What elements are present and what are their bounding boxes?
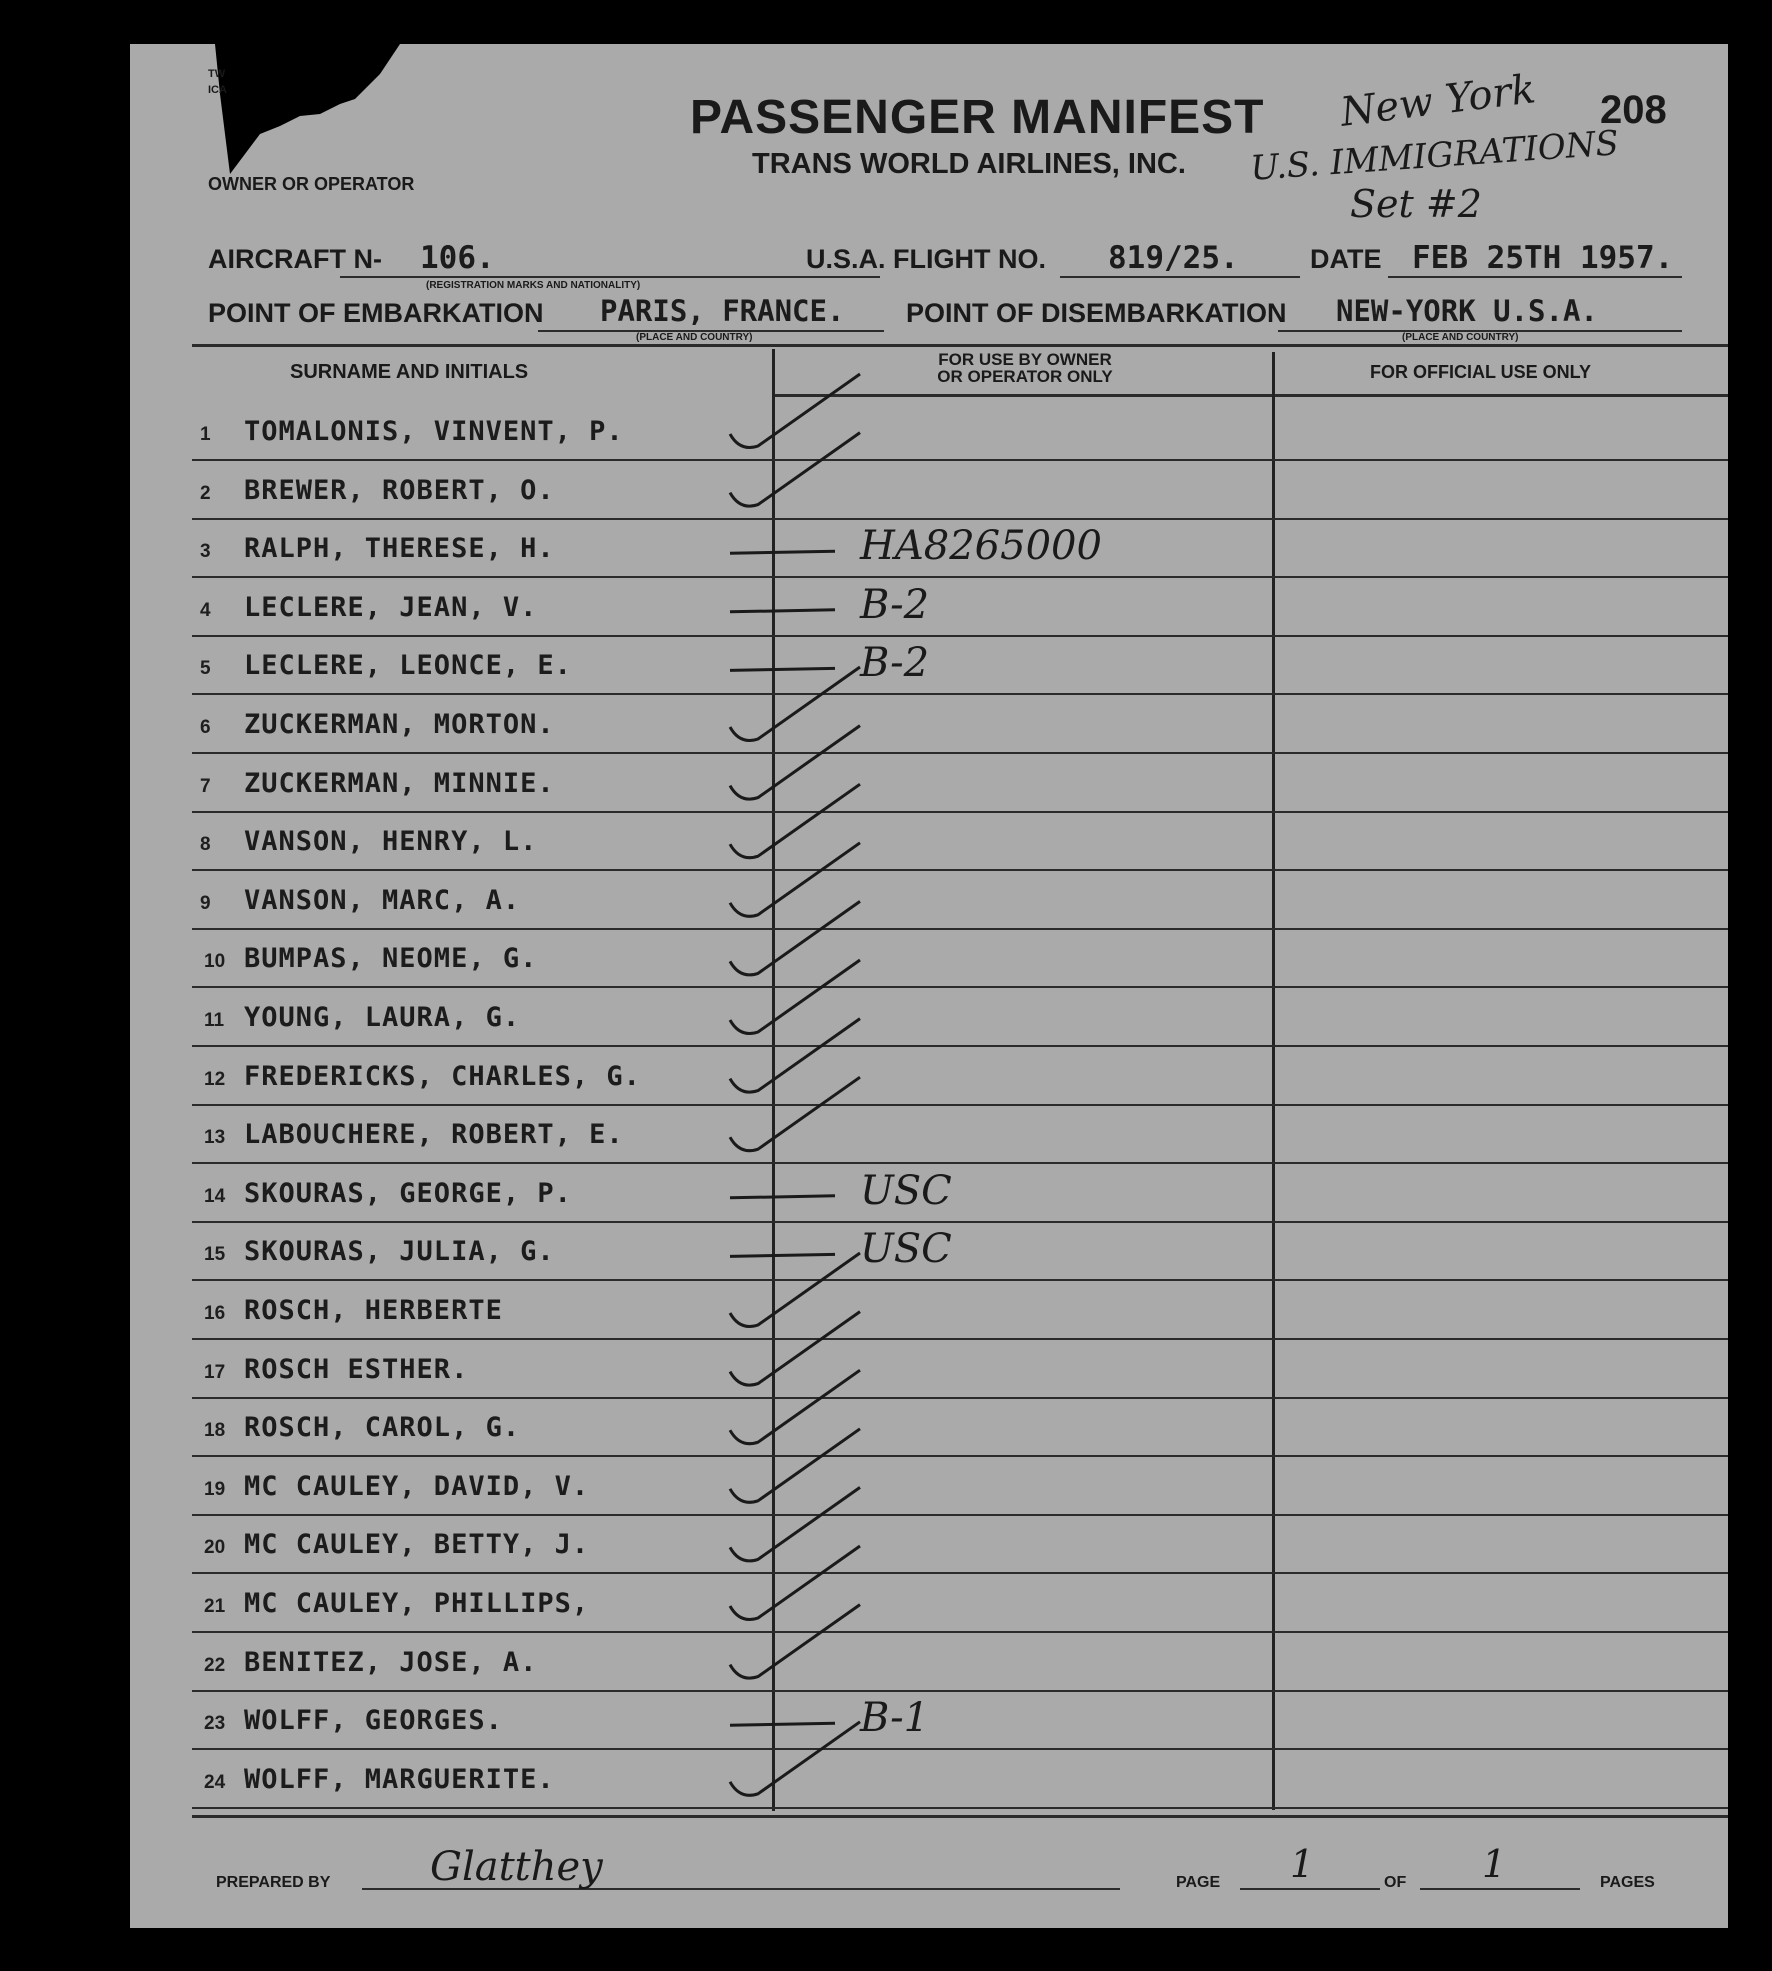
checkmark-stroke [730,726,860,800]
annotation-dash [730,1723,835,1725]
passenger-name: BREWER, ROBERT, O. [244,474,555,506]
passenger-number: 16 [204,1303,226,1324]
passenger-name: ROSCH, CAROL, G. [244,1412,521,1444]
passenger-number: 10 [204,951,226,973]
page-stamp-number: 208 [1600,88,1667,132]
passenger-number: 8 [200,834,211,856]
checkmark-stroke [730,1487,860,1561]
passenger-name: LECLERE, LEONCE, E. [244,650,572,682]
date-value: FEB 25TH 1957. [1412,240,1674,276]
corner-text-2: ICA [208,84,227,96]
checkmark-stroke [730,901,860,975]
passenger-number: 15 [204,1244,226,1266]
checkmark-stroke [730,1722,860,1796]
checkmark-stroke [730,960,860,1034]
handwritten-city: New York [1337,66,1539,136]
airline-name: TRANS WORLD AIRLINES, INC. [752,148,1186,180]
passenger-name: ZUCKERMAN, MORTON. [244,709,555,740]
date-label: DATE [1310,244,1382,274]
checkmark-stroke [730,1605,860,1679]
aircraft-value: 106. [420,240,495,276]
operator-annotation: B-1 [860,1695,930,1742]
prepared-by-label: PREPARED BY [216,1874,331,1891]
checkmark-strokes [130,44,1728,1928]
passenger-number: 4 [200,599,211,621]
passenger-number: 18 [204,1420,226,1442]
flight-value: 819/25. [1108,240,1239,276]
checkmark-stroke [730,784,860,858]
manifest-document [130,44,1728,1928]
passenger-number: 21 [204,1596,226,1617]
annotation-dash [730,551,835,553]
passenger-name: SKOURAS, GEORGE, P. [244,1177,572,1209]
handwritten-immigration: U.S. IMMIGRATIONS [1249,123,1620,189]
passenger-number: 13 [204,1127,226,1149]
passenger-number: 3 [200,541,211,563]
passenger-name: ROSCH ESTHER. [244,1353,469,1385]
passenger-number: 12 [204,1068,226,1090]
passenger-name: VANSON, HENRY, L. [244,826,538,858]
checkmark-stroke [730,843,860,917]
passenger-number: 5 [200,658,211,680]
aircraft-sublabel: (REGISTRATION MARKS AND NATIONALITY) [426,280,641,291]
passenger-name: MC CAULEY, PHILLIPS, [244,1588,590,1619]
preparer-signature: Glatthey [430,1844,603,1890]
operator-annotation: B-2 [860,640,930,687]
passenger-name: MC CAULEY, BETTY, J. [244,1529,590,1561]
operator-annotation: B-2 [860,581,930,628]
of-value: 1 [1482,1842,1507,1886]
column-header-official-use: FOR OFFICIAL USE ONLY [1370,362,1592,382]
corner-text-1: TW [208,68,226,80]
disembarkation-value: NEW-YORK U.S.A. [1336,294,1598,328]
passenger-name: LABOUCHERE, ROBERT, E. [244,1119,624,1151]
checkmark-stroke [730,1077,860,1151]
passenger-name: YOUNG, LAURA, G. [244,1002,521,1033]
of-label: OF [1384,1874,1407,1891]
annotation-dash [730,610,835,612]
passenger-name: SKOURAS, JULIA, G. [244,1236,555,1268]
passenger-name: LECLERE, JEAN, V. [244,591,538,623]
passenger-name: ROSCH, HERBERTE [244,1295,503,1326]
passenger-number: 11 [204,1010,225,1031]
column-header-owner-use: FOR USE BY OWNER OR OPERATOR ONLY [937,350,1113,386]
passenger-name: WOLFF, GEORGES. [244,1705,503,1737]
passenger-name: TOMALONIS, VINVENT, P. [244,416,624,447]
document-title: PASSENGER MANIFEST [690,91,1265,144]
aircraft-label: AIRCRAFT N- [208,244,382,274]
checkmark-stroke [730,433,860,507]
embarkation-label: POINT OF EMBARKATION [208,298,544,328]
checkmark-stroke [730,667,860,741]
checkmark-stroke [730,1370,860,1444]
passenger-name: VANSON, MARC, A. [244,884,521,916]
passenger-number: 23 [204,1713,226,1735]
passenger-number: 22 [204,1654,226,1676]
page-value: 1 [1290,1842,1315,1886]
passenger-number: 9 [200,892,211,914]
passenger-name: BENITEZ, JOSE, A. [244,1646,538,1678]
flight-label: U.S.A. FLIGHT NO. [806,244,1046,274]
disembarkation-label: POINT OF DISEMBARKATION [906,298,1287,328]
passenger-name: RALPH, THERESE, H. [244,533,555,565]
annotation-dash [730,1196,835,1198]
checkmark-stroke [730,1546,860,1620]
passenger-name: BUMPAS, NEOME, G. [244,943,538,975]
operator-annotation: USC [860,1167,952,1214]
passenger-name: MC CAULEY, DAVID, V. [244,1470,590,1502]
passenger-name: FREDERICKS, CHARLES, G. [244,1060,641,1092]
passenger-number: 17 [204,1361,226,1383]
annotation-dash [730,668,835,670]
checkmark-stroke [730,1312,860,1386]
owner-operator-label: OWNER OR OPERATOR [208,174,415,194]
operator-annotation: HA8265000 [860,523,1102,570]
embarkation-sublabel: (PLACE AND COUNTRY) [636,332,753,343]
passenger-number: 24 [204,1771,226,1793]
column-header-surname: SURNAME AND INITIALS [290,361,529,383]
passenger-number: 6 [200,717,211,738]
page-label: PAGE [1176,1874,1221,1891]
pages-label: PAGES [1600,1874,1655,1891]
passenger-number: 19 [204,1478,226,1500]
handwritten-set: Set #2 [1350,182,1482,226]
checkmark-stroke [730,1429,860,1503]
disembarkation-sublabel: (PLACE AND COUNTRY) [1402,332,1519,343]
passenger-number: 14 [204,1185,226,1207]
passenger-number: 2 [200,482,211,504]
checkmark-stroke [730,374,860,448]
checkmark-stroke [730,1019,860,1093]
passenger-name: WOLFF, MARGUERITE. [244,1763,555,1795]
checkmark-stroke [730,1253,860,1327]
passenger-name: ZUCKERMAN, MINNIE. [244,767,555,799]
annotation-dash [730,1254,835,1256]
passenger-number: 20 [204,1537,226,1559]
operator-annotation: USC [860,1226,952,1273]
passenger-number: 1 [200,424,211,445]
passenger-number: 7 [200,775,211,797]
embarkation-value: PARIS, FRANCE. [600,294,845,328]
